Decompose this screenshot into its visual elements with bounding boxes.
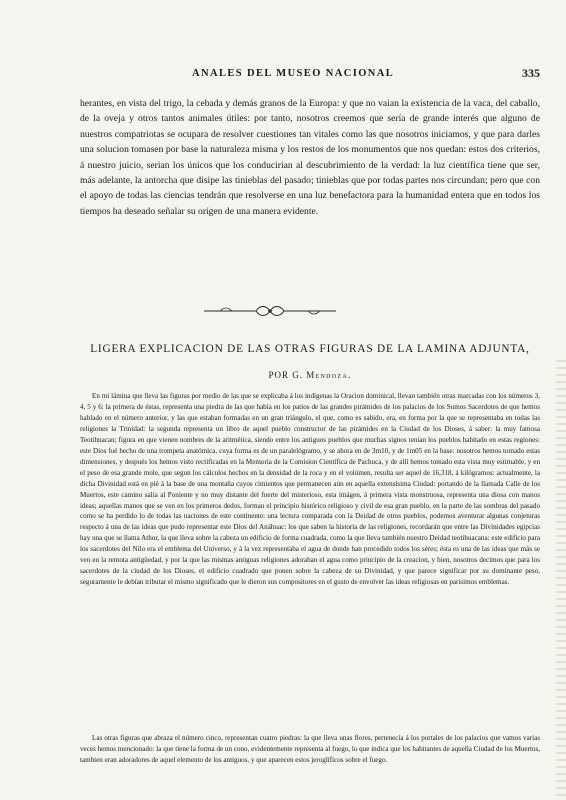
intro-paragraph: herantes, en vista del trigo, la cebada y demás granos de la Europa: y que no vaian la existencia de la vaca, del caballo, de la oveja y otros tantos animales útiles: por tanto, nosotros creemos que sería de grande interés que alguno de nuestros compatriotas se ocupara de resolver cuestiones tan vitales como las que nosotros iniciamos, y que para darles una solucion tomasen por base la naturaleza misma y los restos de los monumentos que nos quedan: estos dos criterios, á nuestro juicio, serian los únicos que los conducirian al descubrimiento de la verdad: la luz científica tiene que ser, más adelante, la antorcha que disipe las tinieblas del pasado; tinieblas que por todas partes nos circundan; pero que con el apoyo de todas las ciencias tendrán que resolverse en una luz benefactora para la humanidad entera que en todos los tiempos ha deseado señalar su orígen de una manera evidente. (80, 98, 540, 217)
byline-prefix: POR G. (268, 370, 303, 380)
byline-author: Mendoza. (306, 370, 352, 380)
page-edge-shading (556, 360, 566, 800)
page-number: 335 (522, 66, 540, 80)
section-title: LIGERA EXPLICACION DE LAS OTRAS FIGURAS DE LA LAMINA ADJUNTA, (90, 343, 530, 355)
running-head (80, 68, 540, 86)
body-paragraph-1: En mi lámina que lleva las figuras por medio de las que se explicaba á los indígenas la Oracion dominical, llevan también otras marcadas con los números 3, 4, 5 y 6: la primera de éstas, representa una piedra de las que había en los patios de las grandes pirámides de los palacios de los Sumos Sacerdotes de que hemos hablado en el número anterior, y las que estaban formadas en un gran triángulo, el que, como es sabido, era, en forma por la que se representaba en todas las religiones la Trinidad: la segunda representa un libro de aquel pueblo constructor de las pirámides en la Ciudad de los Dioses, á saber: la muy famosa Teotihuacan; figura en que vienen nombres de la aritmética, siendo entre los antiguos pueblos que muchas signos tenían los pueblos habitado en estas regiones: este Dios fué hecho de una trompeta anatómica, cuya forma es de un paralelógramo, y se ahora en de 3m10, y de 1m05 en la base: nosotros hemos tomado estas dimensiones, y después los hemos visto rectificadas en la Memoria de la Comision Científica de Pachuca, y de allí hemos tomado esta vista muy estimable, y en el peso de esa grande mole, que segun los cálculos hechos en la densidad de la roca y en el volúmen, resulta ser aquel de 16,318, á kilógramos: actualmente, la dicha Divinidad está en pié á la base de una montaña cuyos cimientos que permanecen aún en aquella extensísima Ciudad: portando de la llamada Calle de los Muertos, este camino salía al Poniente y no muy distante del fuerte del misterioso, esta imágen, á primera vista monstruosa, representa una diosa con manos ideas; aquellas manos que se ven en los primeros dedos, forman el principio histórico religioso y civil de esa gran pueblo, en la parte de las sombras del pasado como se ha perdido lo de todas las naciones de este continente: una lectura comparada con la Deidad de otros pueblos, podemos aventurar algunas conjeturas respecto á una de las ideas que pudo representar este Dios del Anáhuac: los que saben la historia de las religiones, recordarán que entre las Divinidades egipcias hay una que se llama Athor, la que lleva sobre la cabeza un edificio de forma cuadrada, como la que lleva también nuestro Deidad teotihuacana: este edificio para los sacerdotes del Nilo era el emblema del Universo, y á la vez representaba el agua de donde han procedido todos los séres; ésta es una de las ideas que más se ven en la remota antigüedad, y por la que las mismas antiguas religiones adoraban el agua como principio de la creacion, y bien, nosotros decimos que para los sacerdotes de la ciudad de los Dioses, el edificio cuadrado que ponen sobre la cabeza de su Divinidad, y que parece significar por su dominante peso, seguramente le debían tributar el mismo significado que le dieron sus compositores en el gusto de envolver las ideas religiosas en parisimos emblemas. (80, 392, 540, 587)
ornament-divider-icon (200, 303, 340, 319)
body-block-1 (80, 391, 540, 729)
body-paragraph-2: Las otras figuras que abraza el número cinco, representan cuatro piedras: la que lleva unas flores, pertenecía á los portales de los palacios que vamos varias veces hemos mencionado: la que tiene la forma de un cono, evidentemente representa al fuego, lo que indica que los habitantes de aquella Ciudad de los Muertos, tambien eran adoradores de aquel elemento de los antiguos, y que aparecen estos jeroglíficos sobre el fuego. (80, 734, 540, 764)
running-title: ANALES DEL MUSEO NACIONAL (192, 68, 395, 79)
body-block-2 (80, 733, 540, 793)
byline (80, 370, 540, 380)
intro-paragraph-block (80, 96, 540, 281)
